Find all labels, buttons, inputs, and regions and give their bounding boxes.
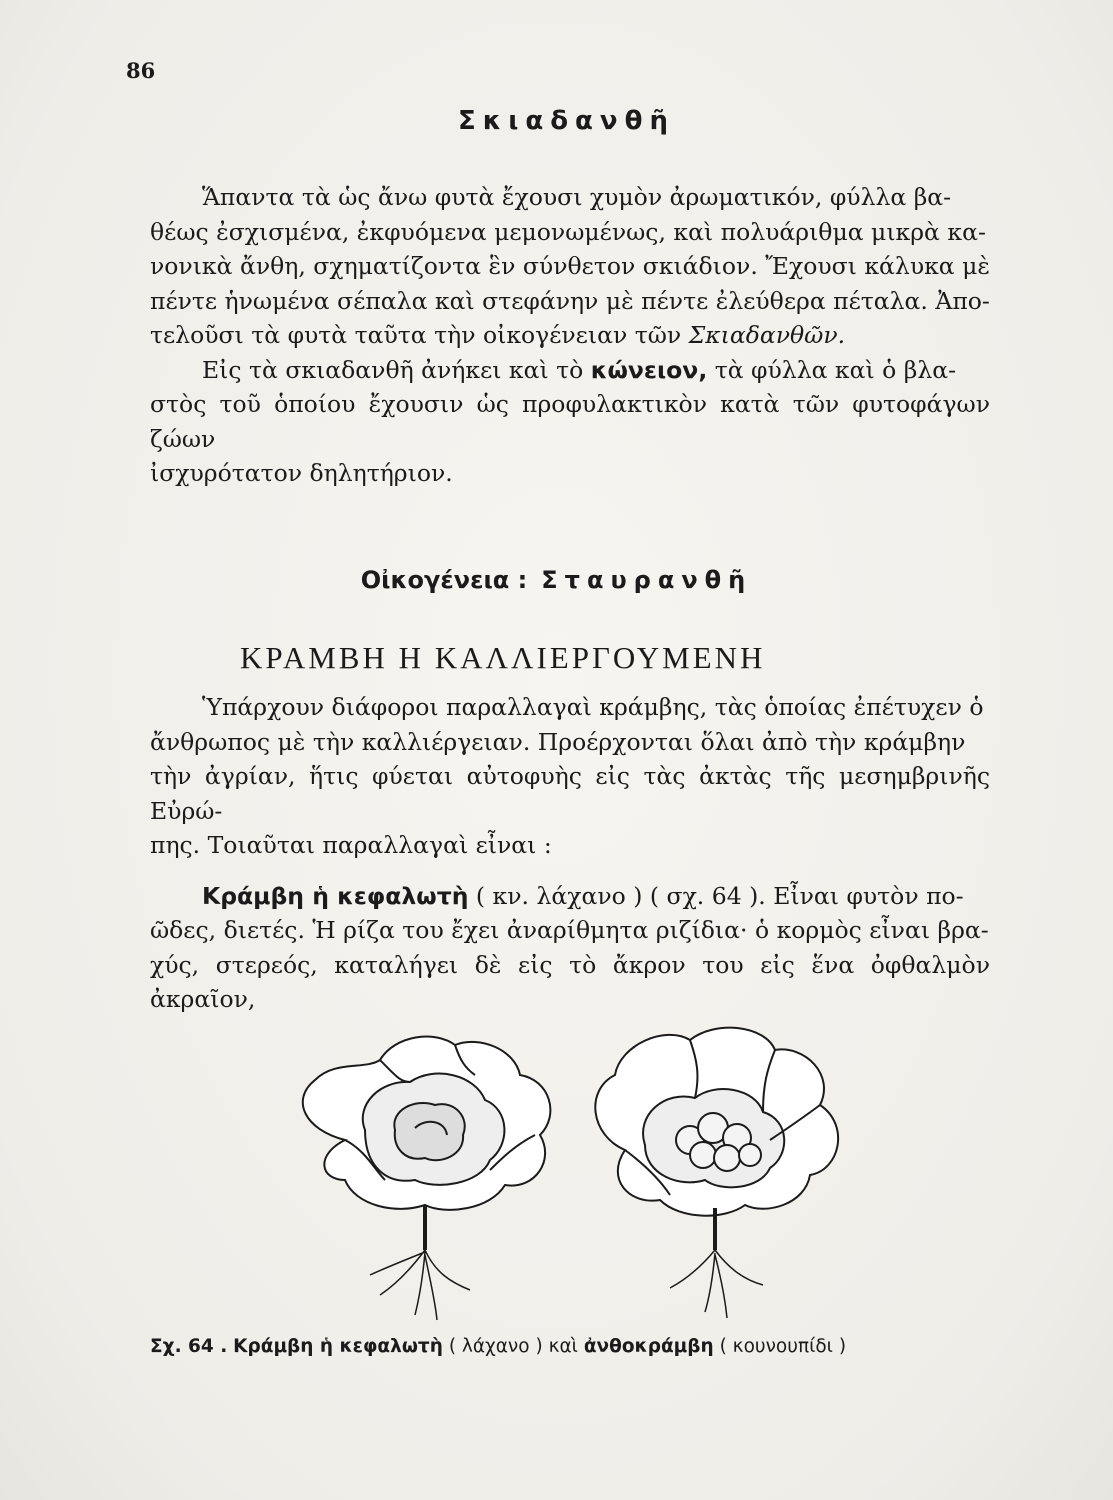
- text-run: τὰ φύλλα καὶ ὁ βλα-: [707, 355, 957, 384]
- family-italic-term: Σκιαδανθῶν.: [688, 321, 846, 349]
- text-line: τὴν ἀγρίαν, ἥτις φύεται αὐτοφυὴς εἰς τὰς ἀκτὰς τῆς μεσημβρινῆς Εὐρώ-: [150, 762, 990, 825]
- page-number: 86: [126, 58, 156, 83]
- cabbage-illustrations: [285, 1020, 885, 1330]
- text-line: Ὑπάρχουν διάφοροι παραλλαγαὶ κράμβης, τὰς ὁποίας ἐπέτυχεν ὁ: [202, 693, 984, 721]
- intro-paragraph: [150, 180, 990, 491]
- text-line: νονικὰ ἄνθη, σχηματίζοντα ἓν σύνθετον σκιάδιον. Ἔχουσι κάλυκα μὲ: [150, 252, 991, 280]
- text-run: Εἰς τὰ σκιαδανθῆ ἀνήκει καὶ τὸ: [202, 355, 591, 384]
- body-paragraph: [150, 690, 990, 1017]
- section-title: Σκιαδανθῆ: [457, 106, 676, 136]
- text-line: ἰσχυρότατον δηλητήριον.: [150, 459, 453, 487]
- family-name: Σταυρανθῆ: [541, 566, 753, 594]
- figure-label: Σχ. 64 .: [150, 1336, 228, 1357]
- cabbage-drawing: [303, 1037, 551, 1320]
- figure-caption: [150, 1336, 846, 1357]
- plant-title: ΚΡΑΜΒΗ Η ΚΑΛΛΙΕΡΓΟΥΜΕΝΗ: [240, 640, 766, 675]
- family-label: Οἰκογένεια :: [360, 566, 528, 594]
- hemlock-term: κώνειον,: [590, 355, 708, 384]
- text-line: πέντε ἡνωμένα σέπαλα καὶ στεφάνην μὲ πέντε ἐλεύθερα πέταλα. Ἀπο-: [150, 286, 990, 315]
- text-line: στὸς τοῦ ὁποίου ἔχουσιν ὡς προφυλακτικὸν κατὰ τῶν φυτοφάγων ζώων: [150, 390, 990, 453]
- figure-name-cauliflower: ἀνθοκράμβη: [583, 1336, 714, 1357]
- text-line: θέως ἐσχισμένα, ἐκφυόμενα μεμονωμένως, καὶ πολυάριθμα μικρὰ κα-: [150, 217, 986, 246]
- text-line: ῶδες, διετές. Ἡ ρίζα του ἔχει ἀναρίθμητα ριζίδια· ὁ κορμὸς εἶναι βρα-: [150, 916, 989, 944]
- cauliflower-drawing: [595, 1028, 838, 1318]
- text-line: [150, 318, 990, 353]
- text-line: χύς, στερεός, καταλήγει δὲ εἰς τὸ ἄκρον του εἰς ἕνα ὀφθαλμὸν ἀκραῖον,: [150, 950, 990, 1013]
- text-line: [150, 353, 990, 388]
- figure-common-cabbage: ( λάχανο ): [448, 1336, 543, 1357]
- figure-common-cauliflower: ( κουνουπίδι ): [719, 1336, 847, 1357]
- text-line: Ἅπαντα τὰ ὡς ἄνω φυτὰ ἔχουσι χυμὸν ἀρωματικόν, φύλλα βα-: [202, 183, 952, 211]
- text-line: ἄνθρωπος μὲ τὴν καλλιέργειαν. Προέρχονται ὅλαι ἀπὸ τὴν κράμβην: [150, 727, 966, 756]
- text-line: [150, 879, 990, 914]
- family-heading: [0, 566, 1113, 594]
- text-line: πης. Τοιαῦται παραλλαγαὶ εἶναι :: [150, 831, 552, 859]
- figure-name-cabbage: Κράμβη ἡ κεφαλωτὴ: [233, 1336, 443, 1357]
- figure-conjunction: καὶ: [548, 1336, 578, 1357]
- text-run: τελοῦσι τὰ φυτὰ ταῦτα τὴν οἰκογένειαν τῶν: [150, 321, 689, 349]
- variety-name: Κράμβη ἡ κεφαλωτὴ: [202, 881, 469, 910]
- text-run: ( κν. λάχανο ) ( σχ. 64 ). Εἶναι φυτὸν πο-: [468, 881, 964, 910]
